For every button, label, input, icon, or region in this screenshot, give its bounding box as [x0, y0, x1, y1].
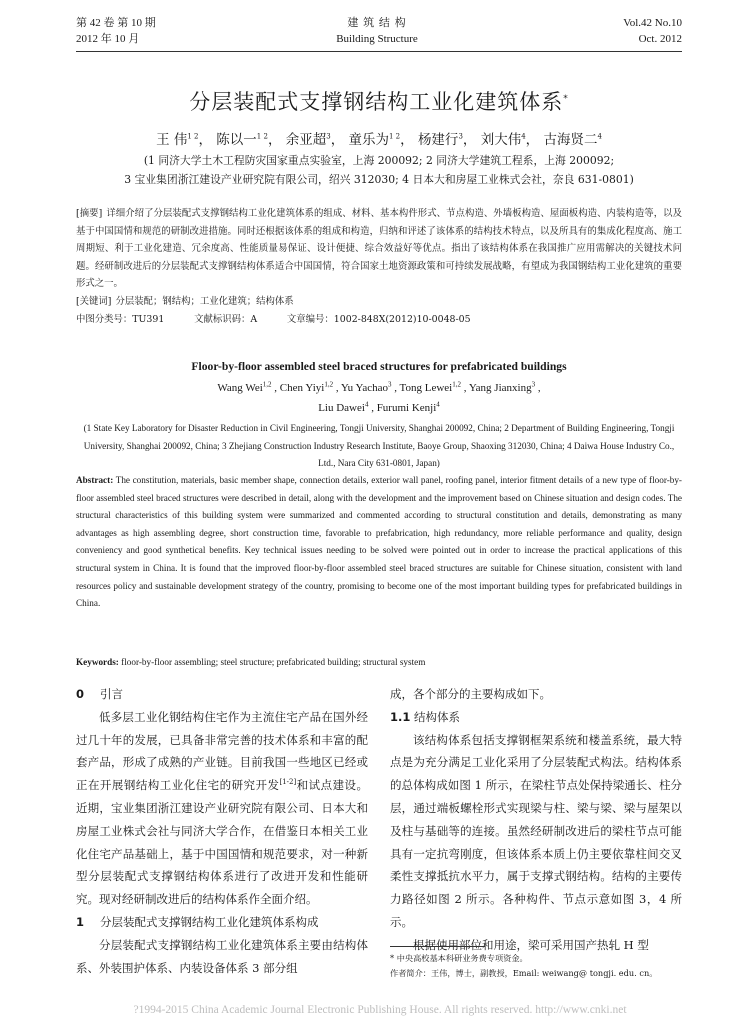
- footnote-fund: * 中央高校基本科研业务费专项资金。: [390, 953, 528, 963]
- author: 童乐为$^{1 2}$: [348, 132, 401, 148]
- author: 刘大伟$^4$: [480, 132, 526, 148]
- abstract-cn: [76, 205, 682, 328]
- title-footnote-mark: *: [563, 94, 569, 104]
- affiliation-cn-line1: (1 同济大学土木工程防灾国家重点实验室，上海 200092; 2 同济大学建筑工程系，上海 200092;: [143, 154, 615, 167]
- section-heading-0: 0 引言: [76, 687, 123, 701]
- affiliation-en: (1 State Key Laboratory for Disaster Reduction in Civil Engineering, Tongji University, Shanghai 200092, China; 2 Department of Building Engineering, Tongji University, Shanghai 200092, China; 3 Zhejiang Construction Industry Research Institute, Baoye Group, Shaoxing 312030, China; 4 Daiwa House Industry Co., Ltd., Nara City 631-0801, Japan): [83, 423, 675, 468]
- body-right-column: [390, 683, 682, 957]
- section-heading-1: 1 分层装配式支撑钢结构工业化建筑体系构成: [76, 914, 319, 929]
- footnote-author: 作者简介：王伟，博士，副教授，Email: weiwang@ tongji. edu. cn。: [390, 968, 658, 978]
- paragraph: 成，各个部分的主要构成如下。: [390, 687, 551, 701]
- section-heading-1-1: 1.1 结构体系: [390, 709, 460, 724]
- paragraph: 低多层工业化钢结构住宅作为主流住宅产品在国外经过几十年的发展，已具备非常完善的技术体系和丰富的配套产品，形成了成熟的产业链。目前我国一些地区已经或正在开展钢结构工业化住宅的研究开发[1-2]和试点建设。近期，宝业集团浙江建设产业研究院有限公司、日本大和房屋工业株式会社与同济大学合作，在借鉴日本相关工业化住宅产品基础上，基于中国国情和规范要求，对一种新型分层装配式支撑钢结构体系进行了改进开发和性能研究。现对经研制改进后的结构体系作全面介绍。: [76, 709, 369, 907]
- keywords-cn-text: 分层装配；钢结构；工业化建筑；结构体系: [115, 295, 294, 307]
- footnote-rule: [390, 946, 485, 947]
- header-rule: [76, 51, 682, 52]
- title-en: Floor-by-floor assembled steel braced structures for prefabricated buildings: [191, 360, 567, 373]
- journal-volume-en: Vol.42 No.10: [623, 17, 682, 29]
- abstract-cn-text: 详细介绍了分层装配式支撑钢结构工业化建筑体系的组成、材料、基本构件形式、节点构造、外墙板构造、屋面板构造、内装构造等，以及基于中国国情和规范的研制改进措施。同时还根据该体系的组成和构造，归纳和评述了该体系的结构技术特点，以及所具有的集成化程度高、施工周期短、利于工业化建造、冗余度高、性能质量易保证、设计便捷、综合效益好等优点。指出了该结构体系在我国推广应用需解决的关键技术问题。经研制改进后的分层装配式支撑钢结构体系适合中国国情，符合国家土地资源政策和可持续发展战略，有望成为我国钢结构工业化建筑的重要形式之一。: [76, 208, 682, 290]
- author: 王 伟$^{1 2}$: [156, 132, 199, 148]
- author: 陈以一$^{1 2}$: [216, 132, 268, 148]
- abstract-en-text: The constitution, materials, basic member shape, connection details, exterior wall panel, roofing panel, interior fitment details of a new type of floor-by-floor assembled steel braced structures were described in detail, along with the development and the improvement based on Chinese situation and design codes. The structural characteristics of this building system were summarized and commented according to structural constitution and details, demonstrating as many advantages as high assembling degree, short construction time, favorable to prefabrication, high redundancy, more reliable performance and quality, design conveniency and good synthetical benefits. Key technical issues needing to be solved were pointed out in order to increase the practical applications of this structural system in China. It is found that the improved floor-by-floor assembled steel braced structures are suitable for Chinese situation, consistent with land resources policy and sustainable development strategy of the country, promising to become one of the most important building types for prefabricated buildings in China.: [76, 475, 682, 609]
- author: 古海贤二$^4$: [543, 132, 602, 148]
- abstract-cn-label: [摘要]: [76, 208, 103, 219]
- journal-name-cn: 建 筑 结 构: [347, 17, 407, 29]
- copyright-watermark: ?1994-2015 China Academic Journal Electronic Publishing House. All rights reserved. http://www.cnki.net: [133, 1004, 627, 1016]
- keywords-en-text: floor-by-floor assembling; steel structure; prefabricated building; structural system: [121, 657, 426, 667]
- affiliation-cn-line2: 3 宝业集团浙江建设产业研究院有限公司，绍兴 312030; 4 日本大和房屋工业株式会社，奈良 631-0801): [124, 173, 634, 186]
- author: 杨建行$^3$: [417, 132, 463, 148]
- journal-date: 2012 年 10 月: [76, 33, 140, 45]
- journal-name-en: Building Structure: [336, 33, 418, 45]
- page-title: 分层装配式支撑钢结构工业化建筑体系*: [189, 90, 569, 114]
- author-list: 王 伟$^{1 2}$， 陈以一$^{1 2}$， 余亚超$^3$， 童乐为$^{1 2}$， 杨建行$^3$， 刘大伟$^4$， 古海贤二$^4$: [156, 132, 602, 148]
- author: 余亚超$^3$: [285, 132, 331, 148]
- abstract-en: [76, 472, 682, 613]
- author-list-en: Wang Wei$^{1,2}$ , Chen Yiyi$^{1,2}$ , Yu Yachao$^3$ , Tong Lewei$^{1,2}$ , Yang Jianxing$^3$ , Liu Dawei$^4$ , Furumi Kenji$^4$: [217, 380, 541, 414]
- paragraph: 根据使用部位和用途，梁可采用国产热轧 H 型: [413, 937, 649, 952]
- abstract-en-label: Abstract:: [76, 475, 114, 485]
- paragraph: 分层装配式支撑钢结构工业化建筑体系主要由结构体系、外装围护体系、内装设备体系 3 部分组: [76, 937, 368, 975]
- journal-volume: 第 42 卷 第 10 期: [76, 17, 156, 29]
- body-left-column: [76, 683, 368, 979]
- keywords-cn-label: [关键词]: [76, 295, 112, 307]
- keywords-en: [76, 654, 682, 671]
- classification-line: 中图分类号：TU391 文献标识码：A 文章编号：1002-848X(2012)10-0048-05: [76, 313, 471, 325]
- keywords-en-label: Keywords:: [76, 657, 119, 667]
- journal-date-en: Oct. 2012: [638, 33, 682, 45]
- citation: [1-2]: [279, 778, 297, 787]
- paragraph: 该结构体系包括支撑钢框架系统和楼盖系统，最大特点是为充分满足工业化采用了分层装配式构法。结构体系的总体构成如图 1 所示，在梁柱节点处保持梁通长、柱分层，通过端板螺栓形式实现梁与柱、梁与梁、梁与屋架以及柱与基础等的连接。虽然经研制改进后的梁柱节点可能具有一定抗弯刚度，但该体系本质上仍主要依靠柱间交叉柔性支撑抵抗水平力，属于支撑式钢结构。结构的主要传力路径如图 2 所示。各种构件、节点示意如图 3，4 所示。: [390, 732, 682, 929]
